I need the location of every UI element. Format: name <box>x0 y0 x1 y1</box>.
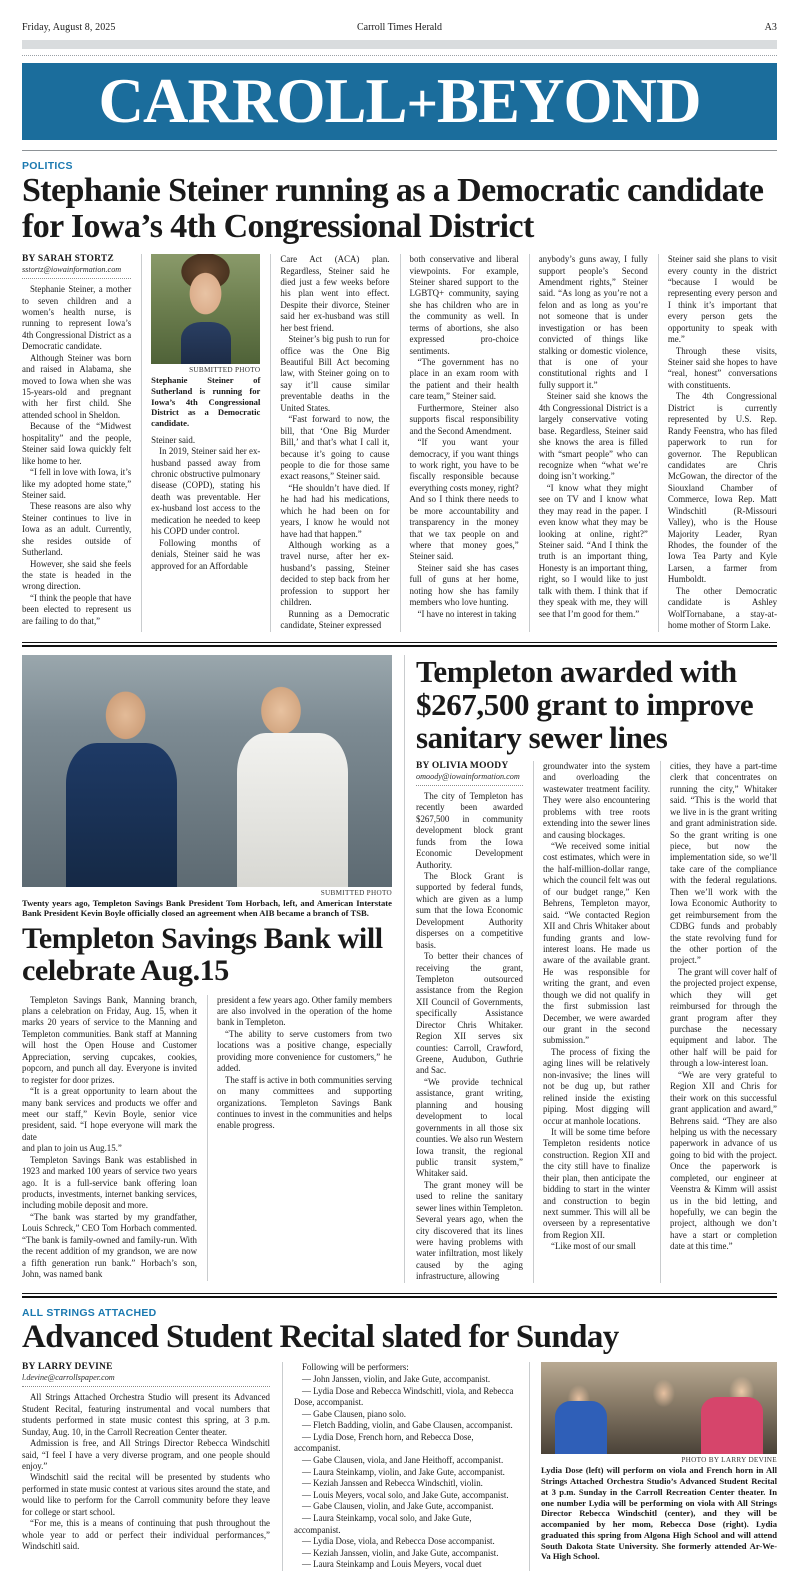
story-politics-body-5 <box>539 254 648 620</box>
paragraph: Steiner said she has cases full of guns at her home, noting how she has family members who love hunting. <box>409 562 519 608</box>
paragraph: “Fast forward to now, the bill, that ‘One Big Murder Bill,’ and that’s what I call it, because it’s going to cause people to die for those same exact reasons,” Steiner said. <box>280 414 390 482</box>
byline-divider <box>22 278 131 279</box>
paragraph: Furthermore, Steiner also supports fiscal responsibility and the Second Amendment. <box>409 402 519 436</box>
paragraph: Templeton Savings Bank was established in 1923 and marked 100 years of service two years ago. It is a full-service bank offering loan products, investments, internet banking services, including mobile deposit and more. <box>22 1154 197 1211</box>
story-politics-photo-credit: SUBMITTED PHOTO <box>189 366 261 375</box>
paragraph: “We provide technical assistance, grant writing, planning and housing development to local governments in all those six counties. We also run Western Iowa transit, the regional public transit system,” Whitaker said. <box>416 1076 523 1179</box>
story-bank-columns <box>22 995 392 1281</box>
paragraph: “We are very grateful to Region XII and Chris for their work on this successful grant application and award,” Behrens said. “They are also helping us with the necessary paperwork in advance of us going to bid with the project. Once the paperwork is completed, our engineer at Veenstra & Kimm will assist us in the bid letting, and hopefully, we can begin the project, although we don’t have a start or completion date at this time.” <box>670 1069 777 1252</box>
story-politics-col-2 <box>141 254 260 631</box>
paragraph: both conservative and liberal viewpoints. For example, Steiner shared support to the LGBTQ+ community, saying she has children who are in the community as well. In terms of abortions, she also expressed pro-choice sentiments. <box>409 254 519 356</box>
paragraph: Admission is free, and All Strings Director Rebecca Windschitl said, “I feel I have a very diverse program, and one people should enjoy.” <box>22 1438 270 1472</box>
page-folio <box>22 0 777 56</box>
list-item: — Louis Meyers, vocal solo, and Jake Gute, accompanist. <box>302 1489 509 1500</box>
paragraph: “I have no interest in taking <box>417 608 517 619</box>
story-templeton-col-2 <box>533 761 650 1283</box>
story-politics-col-4 <box>400 254 519 631</box>
story-politics-photo-caption: Stephanie Steiner of Sutherland is running for Iowa’s 4th Congressional District as a Democratic candidate. <box>151 375 261 428</box>
story-recital-photo-credit: PHOTO BY LARRY DEVINE <box>681 1456 777 1465</box>
paragraph: “He shouldn’t have died. If he had had his medications, which he had been on for years, I know he would not have had that happen.” <box>280 482 390 539</box>
masthead-title-main: CARROLL <box>98 66 407 136</box>
story-recital-performers-list <box>294 1362 517 1570</box>
masthead-plus-symbol: + <box>406 73 437 134</box>
story-bank-col-1 <box>22 995 197 1281</box>
paragraph: The 4th Congressional District is currently represented by U.S. Rep. Randy Feenstra, who has filed paperwork to run for governor. The Republican candidates are Chris McGowan, the director of the Siouxland Chamber of Commerce, Iowa Rep. Matt Windschitl (R-Missouri Valley), who is the House Majority Leader, Ryan Rhodes, the founder of the Iowa Tea Party and Kyle Larsen, a farmer from Humboldt. <box>667 391 778 585</box>
paragraph: Care Act (ACA) plan. Regardless, Steiner said he died just a few weeks before his plan went into effect. Despite their divorce, Steiner said her ex-husband was still her best friend. <box>280 254 390 333</box>
list-item: — Gabe Clausen, violin, and Jake Gute, accompanist. <box>302 1501 494 1512</box>
story-politics-body-2 <box>151 435 260 572</box>
paragraph: president a few years ago. Other family members are also involved in the operation of the home bank in Templeton. <box>217 994 392 1028</box>
section-masthead-banner <box>22 63 777 140</box>
story-politics-byline: BY SARAH STORTZ <box>22 254 114 265</box>
middle-block <box>22 655 777 1283</box>
list-item: — Keziah Janssen, violin, and Jake Gute, accompanist. <box>302 1547 499 1558</box>
story-recital-col-3 <box>529 1362 777 1570</box>
paragraph: All Strings Attached Orchestra Studio will present its Advanced Student Recital, featuring instrumental and vocal numbers that students performed in state music contest this spring, at 3 p.m. Sunday, Aug. 10, in the Carroll Recreation Center theater. <box>22 1392 270 1437</box>
folio-date: Friday, August 8, 2025 <box>22 22 116 33</box>
paragraph: Steiner said she knows the 4th Congressional District is a largely conservative voting base. Regardless, Steiner said she knows the area is filled with “smart people” who can recognize when “what we’re doing isn’t working.” <box>538 391 648 482</box>
masthead-title-second: BEYOND <box>436 66 701 136</box>
paragraph: “I fell in love with Iowa, it’s like my adopted home state,” Steiner said. <box>22 467 132 500</box>
section-divider-2 <box>22 1293 777 1298</box>
paragraph: The staff is active in both communities serving on many committees and supporting organizations. Templeton Savings Bank continues to invest in the communities and helps enable progress. <box>217 1074 392 1131</box>
list-item: — Gabe Clausen, viola, and Jane Heithoff, accompanist. <box>302 1455 504 1466</box>
story-politics <box>22 160 777 632</box>
story-politics-photo <box>151 254 260 364</box>
byline-divider <box>416 785 523 786</box>
folio-rule <box>22 40 777 49</box>
folio-page-number: A3 <box>764 22 777 33</box>
story-recital <box>22 1307 777 1571</box>
story-templeton-body-2 <box>543 761 650 1253</box>
story-recital-columns <box>22 1362 777 1570</box>
story-bank-body-2 <box>217 995 392 1132</box>
list-item: — Laura Steinkamp, vocal solo, and Jake Gute, accompanist. <box>294 1512 472 1535</box>
story-recital-col-2 <box>282 1362 517 1570</box>
story-recital-byline-email[interactable]: l.devine@carrollspaper.com <box>22 1373 115 1383</box>
story-politics-col-6 <box>658 254 777 631</box>
paragraph: Although working as a travel nurse, after her ex-husband’s passing, Steiner decided to step back from her profession to support her children. <box>280 540 390 608</box>
list-item: — Lydia Dose and Rebecca Windschitl, viola, and Rebecca Dose, accompanist. <box>294 1385 514 1408</box>
story-bank-headline[interactable]: Templeton Savings Bank will celebrate Aug.15 <box>22 921 383 987</box>
story-templeton-byline-email[interactable]: omoody@iowainformation.com <box>416 771 520 781</box>
paragraph: “The government has no place in an exam room with the patient and their health care team,” Steiner said. <box>409 357 519 402</box>
list-item: — Fletch Badding, violin, and Gabe Clausen, accompanist. <box>302 1420 513 1431</box>
story-templeton-columns <box>416 761 777 1283</box>
paragraph: Stephanie Steiner, a mother to seven children and a women’s health nurse, is running to represent Iowa’s 4th Congressional District as a Democratic candidate. <box>22 284 132 352</box>
story-recital-photo <box>541 1362 777 1454</box>
paragraph: “The ability to serve customers from two locations was a positive change, especially providing more convenience for customers,” he added. <box>217 1028 392 1074</box>
story-templeton-headline[interactable]: Templeton awarded with $267,500 grant to improve sanitary sewer lines <box>416 653 754 755</box>
story-bank-wrapper <box>22 655 392 1283</box>
paragraph: “I know what they might see on TV and I know what they may read in the paper. I even know what they may be looking at online, right?” Steiner said. “And I think the truth is an important thing, Honesty is an important thing, right, so I would like to just talk with them. I think that if they speak with me, they will see that I’m good for them.” <box>538 482 648 619</box>
paragraph: “Like most of our small <box>551 1241 636 1252</box>
paragraph: Steiner’s big push to run for office was the One Big Beautiful Bill Act becoming law, with Steiner going on to say it’ll cause similar preventable deaths in the United States. <box>280 334 390 413</box>
paragraph: Following months of denials, Steiner said he was approved for an Affordable <box>151 537 261 571</box>
story-politics-kicker: POLITICS <box>22 160 73 172</box>
story-politics-body-4 <box>410 254 519 620</box>
story-templeton-byline: BY OLIVIA MOODY <box>416 760 509 771</box>
paragraph: Running as a Democratic candidate, Steiner expressed <box>280 608 390 631</box>
paragraph: Steiner said. <box>151 434 196 445</box>
paragraph: It will be some time before Templeton residents notice construction. Region XII and the city still have to finalize their plan, then anticipate the bidding to start in the winter and construction to begin next summer. This will all be overseen by a representative from Region XII. <box>543 1126 650 1240</box>
story-recital-headline[interactable]: Advanced Student Recital slated for Sunday <box>22 1318 619 1355</box>
paragraph: Through these visits, Steiner said she hopes to have “real, honest” conversations with constituents. <box>667 345 778 390</box>
performers-intro: Following will be performers: <box>302 1362 409 1373</box>
paragraph: “We received some initial cost estimates, which were in the half-million-dollar range, which the council felt was out of our budget range,” Ken Behrens, Templeton mayor, said. “We contacted Region XII and Chris Whitaker about funding grants and low-interest loans. He made us aware of the available grant. He was responsible for writing the grant, and even though we did not qualify in the first submission last December, we were awarded our grant in the second submission.” <box>543 841 650 1046</box>
paragraph: In 2019, Steiner said her ex-husband passed away from chronic obstructive pulmonary disease (COPD), stating his death was preventable. Her ex-husband lost access to the medication he needed to keep his COPD under control. <box>151 446 261 537</box>
paragraph: The Block Grant is supported by federal funds, which are given as a lump sum that the Iowa Economic Development Authority disperses on a competitive basis. <box>416 871 523 950</box>
paragraph: These reasons are also why Steiner continues to live in Iowa as an adult. Currently, she resides outside of Sutherland. <box>22 501 132 558</box>
paragraph: groundwater into the system and overloading the wastewater treatment facility. They were also encountering problems with tree roots extending into the sewer lines and causing blockages. <box>543 760 650 840</box>
paragraph: anybody’s guns away, I fully support people’s Second Amendment rights,” Steiner said. “As long as you’re not a felon and as long as you’re not someone that is under investigation or has been convicted of things like stalking or domestic violence, that is one of your constitutional rights and I fully support it.” <box>538 254 648 390</box>
story-politics-body-3 <box>280 254 389 631</box>
paragraph: cities, they have a part-time clerk that concentrates on running the city,” Whitaker said. “This is the world that we live in is the grant writing and grant administration side. So the grant writing is one piece, but now the implementation side, so we’ll take care of the compliance with the federal regulations. Then we’ll work with the Iowa Economic Authority to get reimbursement from the CDBG funds and probably the state revolving fund for the other portion of the project.” <box>670 760 777 966</box>
list-item: — Lydia Dose, viola, and Rebecca Dose accompanist. <box>302 1536 495 1547</box>
folio-publication-name: Carroll Times Herald <box>357 22 442 33</box>
paragraph: “For me, this is a means of continuing that push throughout the whole year to add or perfect their individual performances,” Windschitl said. <box>22 1518 270 1552</box>
story-templeton-col-3 <box>660 761 777 1283</box>
story-recital-col-1 <box>22 1362 270 1570</box>
paragraph: “The bank was started by my grandfather, Louis Schreck,” CEO Tom Horbach commented. “The bank is family-owned and family-run. With the recent addition of my grandson, we are now a fifth generation run bank.” Horbach’s son, John, was named bank <box>22 1211 197 1280</box>
byline-divider <box>22 1386 270 1387</box>
masthead-title <box>98 66 701 136</box>
story-templeton-wrapper <box>404 655 777 1283</box>
paragraph: Because of the “Midwest hospitality” and the people, Steiner said Iowa quickly felt like home to her. <box>22 421 132 466</box>
story-bank-photo-caption: Twenty years ago, Templeton Savings Bank President Tom Horbach, left, and American Interstate Bank President Kevin Boyle officially closed an agreement when AIB became a branch of TSB. <box>22 897 392 919</box>
story-politics-col-5 <box>529 254 648 631</box>
section-divider-1 <box>22 642 777 647</box>
paragraph: The grant money will be used to reline the sanitary sewer lines within Templeton. Several years ago, when the city discovered that its lines were having problems with water infiltration, most likely caused by the aging infrastructure, allowing <box>416 1179 523 1282</box>
paragraph: Although Steiner was born and raised in Alabama, she moved to Iowa when she was 15-years-old and pregnant with her first child. She attended school in Sheldon. <box>22 352 132 420</box>
list-item: — John Janssen, violin, and Jake Gute, accompanist. <box>302 1374 491 1384</box>
paragraph: “If you want your democracy, if you want things to work right, you have to be fiscally responsible because everything costs money, right? And so I think there needs to be more accountability and transparency in the money that we tax people on and where that money goes,” Steiner said. <box>409 437 519 562</box>
paragraph: Templeton Savings Bank, Manning branch, plans a celebration on Friday, Aug. 15, when it marks 20 years of service to the Manning and Templeton communities. Bank staff at Manning will host the Open House and Customer Appreciation, serving cupcakes, cookies, popcorn, and punch all day. Everyone is invited to register for door prizes. <box>22 994 197 1085</box>
story-recital-byline: BY LARRY DEVINE <box>22 1362 113 1373</box>
story-politics-col-1 <box>22 254 131 631</box>
story-politics-byline-email[interactable]: sstortz@iowainformation.com <box>22 265 122 275</box>
story-templeton-body-3 <box>670 761 777 1253</box>
paragraph: The other Democratic candidate is Ashley WolfTornabane, a stay-at-home mother of Storm Lake. <box>667 585 778 631</box>
paragraph: Windschitl said the recital will be presented by students who performed in state music contest at various sites around the state, and would like to perform for the Carroll community before they leave for college or start school. <box>22 1472 270 1517</box>
story-politics-body-6 <box>668 254 777 631</box>
story-templeton-col-1 <box>416 761 523 1283</box>
story-bank-body-1 <box>22 995 197 1281</box>
story-bank-photo <box>22 655 392 887</box>
story-templeton-body-1 <box>416 791 523 1283</box>
paragraph: The grant will cover half of the projected project expense, which they will get reimbursed for through the grant program after they purchase the necessary equipment and labor. The other half will be paid for through a low-interest loan. <box>670 966 777 1069</box>
list-item: — Lydia Dose, French horn, and Rebecca Dose, accompanist. <box>294 1431 474 1454</box>
story-bank-col-2 <box>207 995 392 1281</box>
story-recital-kicker: ALL STRINGS ATTACHED <box>22 1306 157 1319</box>
list-item: — Laura Steinkamp and Louis Meyers, vocal duet <box>302 1559 482 1570</box>
list-item: — Gabe Clausen, piano solo. <box>302 1408 407 1419</box>
list-item: — Laura Steinkamp, violin, and Jake Gute, accompanist. <box>302 1466 505 1477</box>
story-politics-body-1 <box>22 284 131 627</box>
paragraph: To better their chances of receiving the grant, Templeton outsourced assistance from the Region XII Council of Governments, specifically Assistance Director Chris Whitaker. Region XII serves six counties: Carroll, Crawford, Greene, Audubon, Guthrie and Sac. <box>416 951 523 1076</box>
paragraph: However, she said she feels the state is headed in the wrong direction. <box>22 558 132 592</box>
paragraph: The city of Templeton has recently been awarded $267,500 in community development block grant funds from the Iowa Economic Development Authority. <box>416 790 523 870</box>
paragraph: “It is a great opportunity to learn about the many bank services and products we offer and meet our staff,” Kevin Boyle, senior vice president, said. “I hope everyone will mark the date <box>22 1086 197 1142</box>
story-recital-body-1 <box>22 1392 270 1552</box>
list-item: — Keziah Janssen and Rebecca Windschitl, violin. <box>302 1478 483 1489</box>
story-recital-photo-caption: Lydia Dose (left) will perform on viola and French horn in All Strings Attached Orchestra Studio’s Advanced Student Recital at 3 p.m. Sunday in the Carroll Recreation Center theater. In one number Lydia will be performing on viola with All Strings Director Rebecca Windschitl (center), and they will be accompanied by her mom, Rebecca Dose (right). Lydia graduated this spring from Algona High School and will attend South Dakota State University. She formerly attended Ar-We-Va High School. <box>541 1465 777 1562</box>
story-politics-col-3 <box>270 254 389 631</box>
story-politics-headline[interactable]: Stephanie Steiner running as a Democratic candidate for Iowa’s 4th Congressional District <box>22 172 764 246</box>
masthead-bottom-rule <box>22 150 777 151</box>
story-bank-photo-credit: SUBMITTED PHOTO <box>320 888 392 897</box>
story-politics-columns <box>22 254 777 631</box>
paragraph: The process of fixing the aging lines will be relatively non-invasive; the lines will not be dug up, but rather relined inside the existing piping. Most digging will occur at manhole locations. <box>543 1046 650 1126</box>
paragraph: Steiner said she plans to visit every county in the district “because I would be representing every person and I think it’s important that every person gets the opportunity to speak with me.” <box>667 254 778 345</box>
paragraph: “I think the people that have been elected to represent us are failing to do that,” <box>22 592 132 626</box>
paragraph: and plan to join us Aug.15.” <box>22 1143 122 1154</box>
folio-dotted-rule <box>22 55 777 56</box>
